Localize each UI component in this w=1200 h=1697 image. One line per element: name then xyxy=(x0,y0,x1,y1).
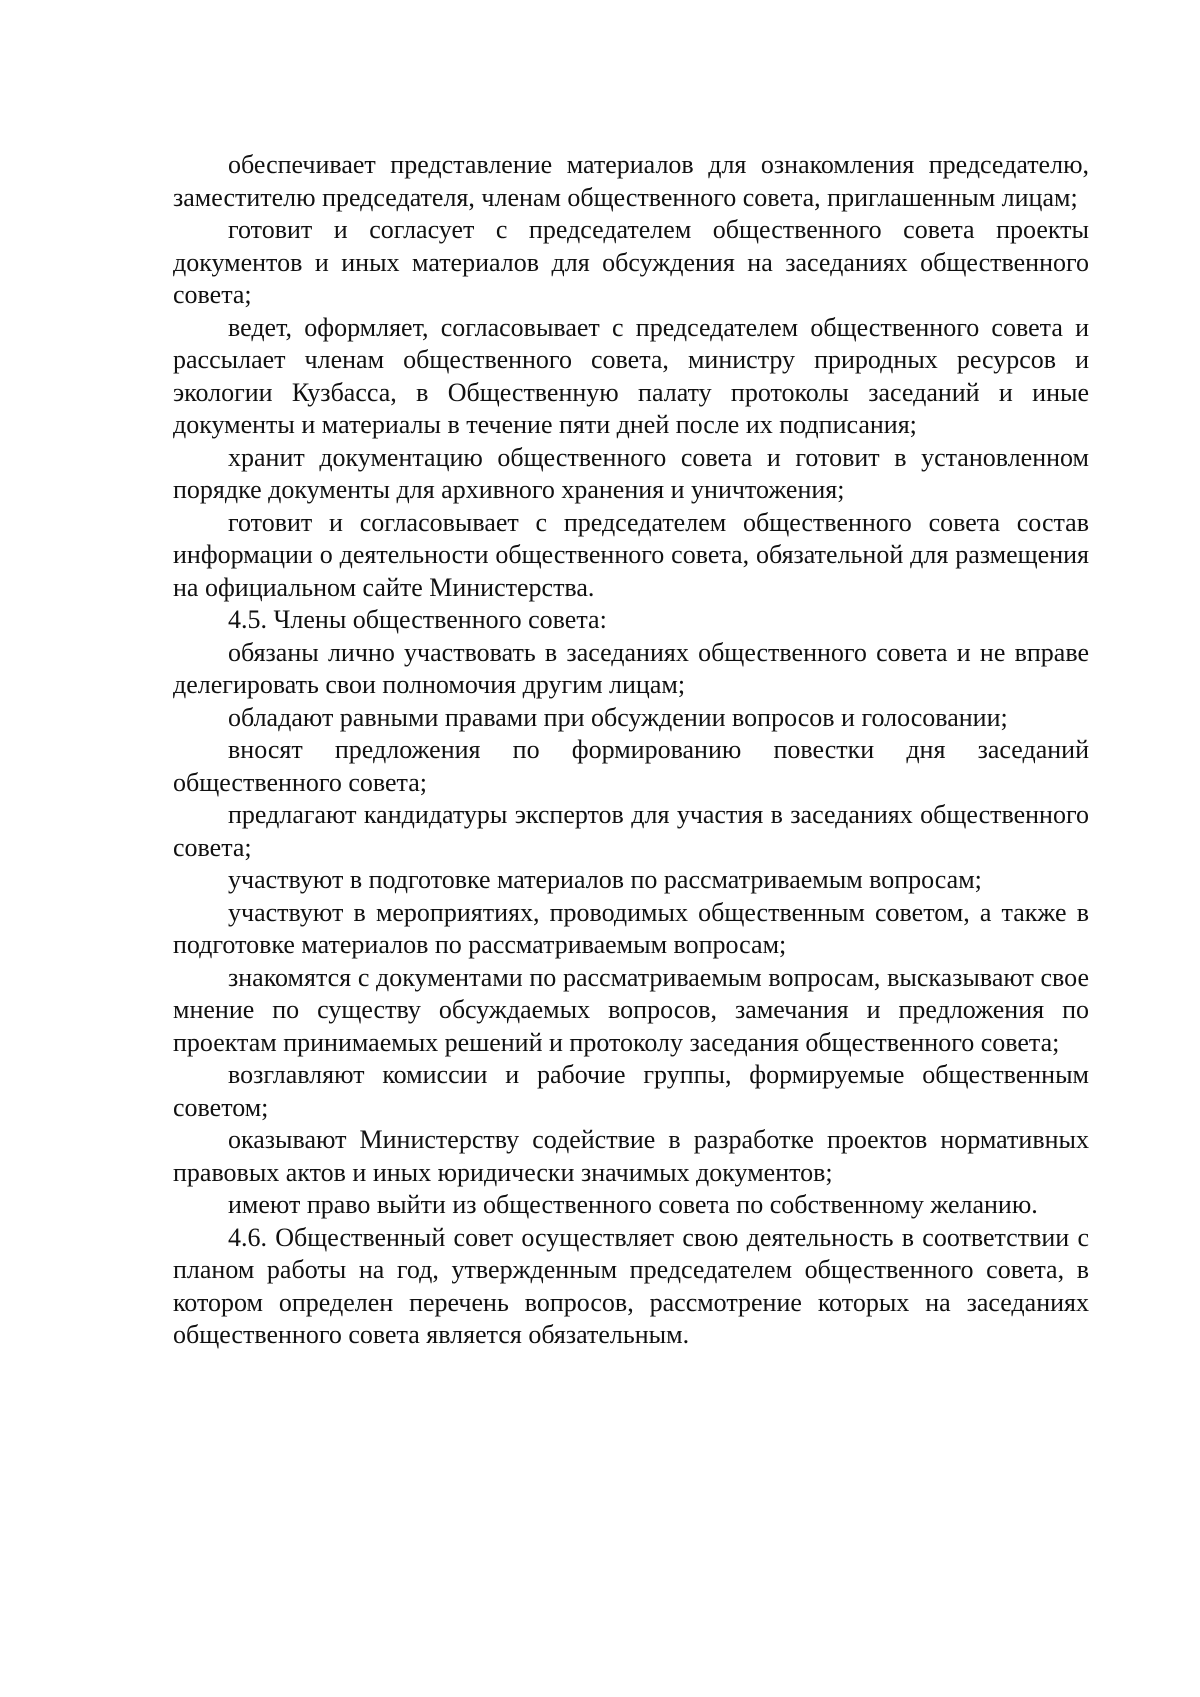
paragraph: хранит документацию общественного совета и готовит в установленном порядке документы для архивного хранения и уничтожения; xyxy=(173,442,1089,504)
paragraph: готовит и согласует с председателем общественного совета проекты документов и иных материалов для обсуждения на заседаниях общественного совета; xyxy=(173,215,1089,309)
paragraph: знакомятся с документами по рассматриваемым вопросам, высказывают свое мнение по существу обсуждаемых вопросов, замечания и предложения по проектам принимаемых решений и протоколу заседания общественного совета; xyxy=(173,962,1089,1057)
paragraph: вносят предложения по формированию повестки дня заседаний общественного совета; xyxy=(173,735,1089,797)
paragraph: обеспечивает представление материалов для ознакомления председателю, заместителю председателя, членам общественного совета, приглашенным лицам; xyxy=(173,150,1089,212)
paragraph: готовит и согласовывает с председателем общественного совета состав информации о деятельности общественного совета, обязательной для размещения на официальном сайте Министерства. xyxy=(173,507,1089,602)
paragraph: обязаны лично участвовать в заседаниях общественного совета и не вправе делегировать свои полномочия другим лицам; xyxy=(173,637,1089,699)
section-paragraph-4-6: 4.6. Общественный совет осуществляет свою деятельность в соответствии с планом работы на год, утвержденным председателем общественного совета, в котором определен перечень вопросов, рассмотрение которых на заседаниях общественного совета является обязательным. xyxy=(173,1222,1089,1349)
paragraph: возглавляют комиссии и рабочие группы, формируемые общественным советом; xyxy=(173,1060,1089,1122)
paragraph: участвуют в мероприятиях, проводимых общественным советом, а также в подготовке материалов по рассматриваемым вопросам; xyxy=(173,897,1089,959)
section-heading-4-5: 4.5. Члены общественного совета: xyxy=(228,605,607,634)
paragraph: предлагают кандидатуры экспертов для участия в заседаниях общественного совета; xyxy=(173,800,1089,862)
paragraph: участвуют в подготовке материалов по рассматриваемым вопросам; xyxy=(228,865,982,894)
document-body xyxy=(173,149,1089,1352)
paragraph: оказывают Министерству содействие в разработке проектов нормативных правовых актов и иных юридически значимых документов; xyxy=(173,1125,1089,1187)
paragraph: ведет, оформляет, согласовывает с председателем общественного совета и рассылает членам общественного совета, министру природных ресурсов и экологии Кузбасса, в Общественную палату протоколы заседаний и иные документы и материалы в течение пяти дней после их подписания; xyxy=(173,312,1089,439)
paragraph: обладают равными правами при обсуждении вопросов и голосовании; xyxy=(228,702,1008,732)
paragraph: имеют право выйти из общественного совета по собственному желанию. xyxy=(228,1190,1038,1219)
